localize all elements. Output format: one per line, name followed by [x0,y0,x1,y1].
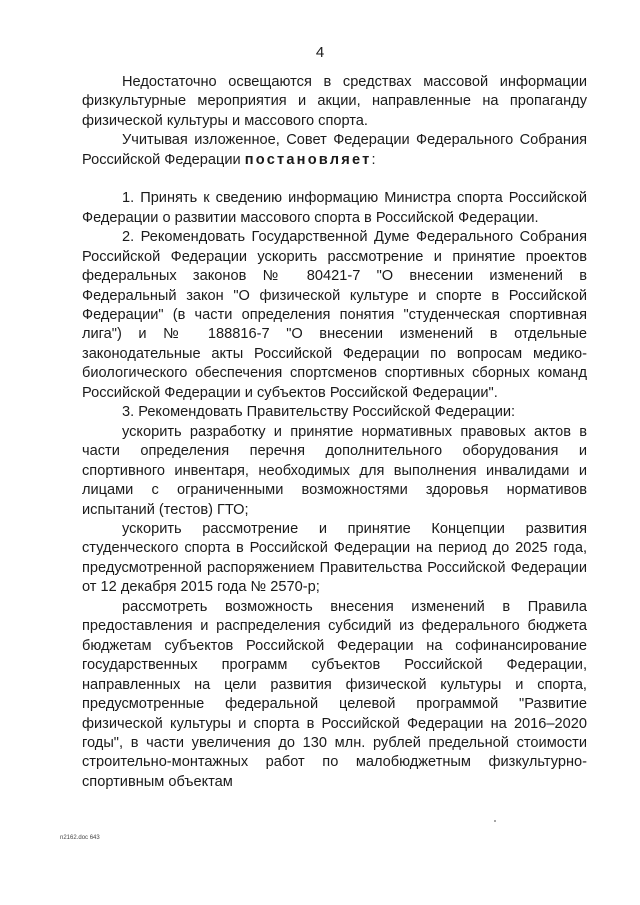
resolution-suffix: : [371,151,376,168]
document-body [82,73,587,792]
paragraph-item-3-gto: ускорить разработку и принятие нормативных правовых актов в части определения перечня дополнительного оборудования и спортивного инвентаря, необходимых для выполнения инвалидами и лицами с ограниченными возможностями здоровья нормативов испытаний (тестов) ГТО; [82,423,587,518]
footer-code: n2162.doc 643 [60,835,100,841]
paragraph-item-2: 2. Рекомендовать Государственной Думе Федерального Собрания Российской Федерации ускорить рассмотрение и принятие проектов федеральных законов № 80421-7 "О внесении изменений в Федеральный закон "О физической культуре и спорте в Российской Федерации" (в части определения понятия "студенческая спортивная лига") и № 188816-7 "О внесении изменений в отдельные законодательные акты Российской Федерации по вопросам медико-биологического обеспечения спортсменов спортивных сборных команд Российской Федерации и субъектов Российской Федерации". [82,229,587,401]
resolution-word: постановляет [244,151,372,168]
page-number: 4 [315,44,325,61]
paragraph-item-3-student-sport: ускорить рассмотрение и принятие Концепции развития студенческого спорта в Российской Федерации на период до 2025 года, предусмотренной распоряжением Правительства Российской Федерации от 12 декабря 2015 года № 2570-р; [82,520,587,596]
scan-dot [494,820,496,822]
paragraph-preamble [82,131,587,170]
preamble-text: Учитывая изложенное, Совет Федерации Федерального Собрания Российской Федерации [82,132,587,168]
paragraph-media-coverage: Недостаточно освещаются в средствах массовой информации физкультурные мероприятия и акции, направленные на пропаганду физической культуры и массового спорта. [82,74,587,129]
paragraph-item-3: 3. Рекомендовать Правительству Российской Федерации: [122,404,516,421]
paragraph-item-3-subsidies: рассмотреть возможность внесения изменений в Правила предоставления и распределения субсидий из федерального бюджета бюджетам субъектов Российской Федерации на софинансирование государственных программ субъектов Российской Федерации, направленных на цели развития физической культуры и спорта, предусмотренные федеральной целевой программой "Развитие физической культуры и спорта в Российской Федерации на 2016–2020 годы", в части увеличения до 130 млн. рублей предельной стоимости строительно-монтажных работ по малобюджетным физкультурно-спортивным объектам [82,598,587,790]
paragraph-item-1: 1. Принять к сведению информацию Министра спорта Российской Федерации о развитии массового спорта в Российской Федерации. [82,190,587,226]
